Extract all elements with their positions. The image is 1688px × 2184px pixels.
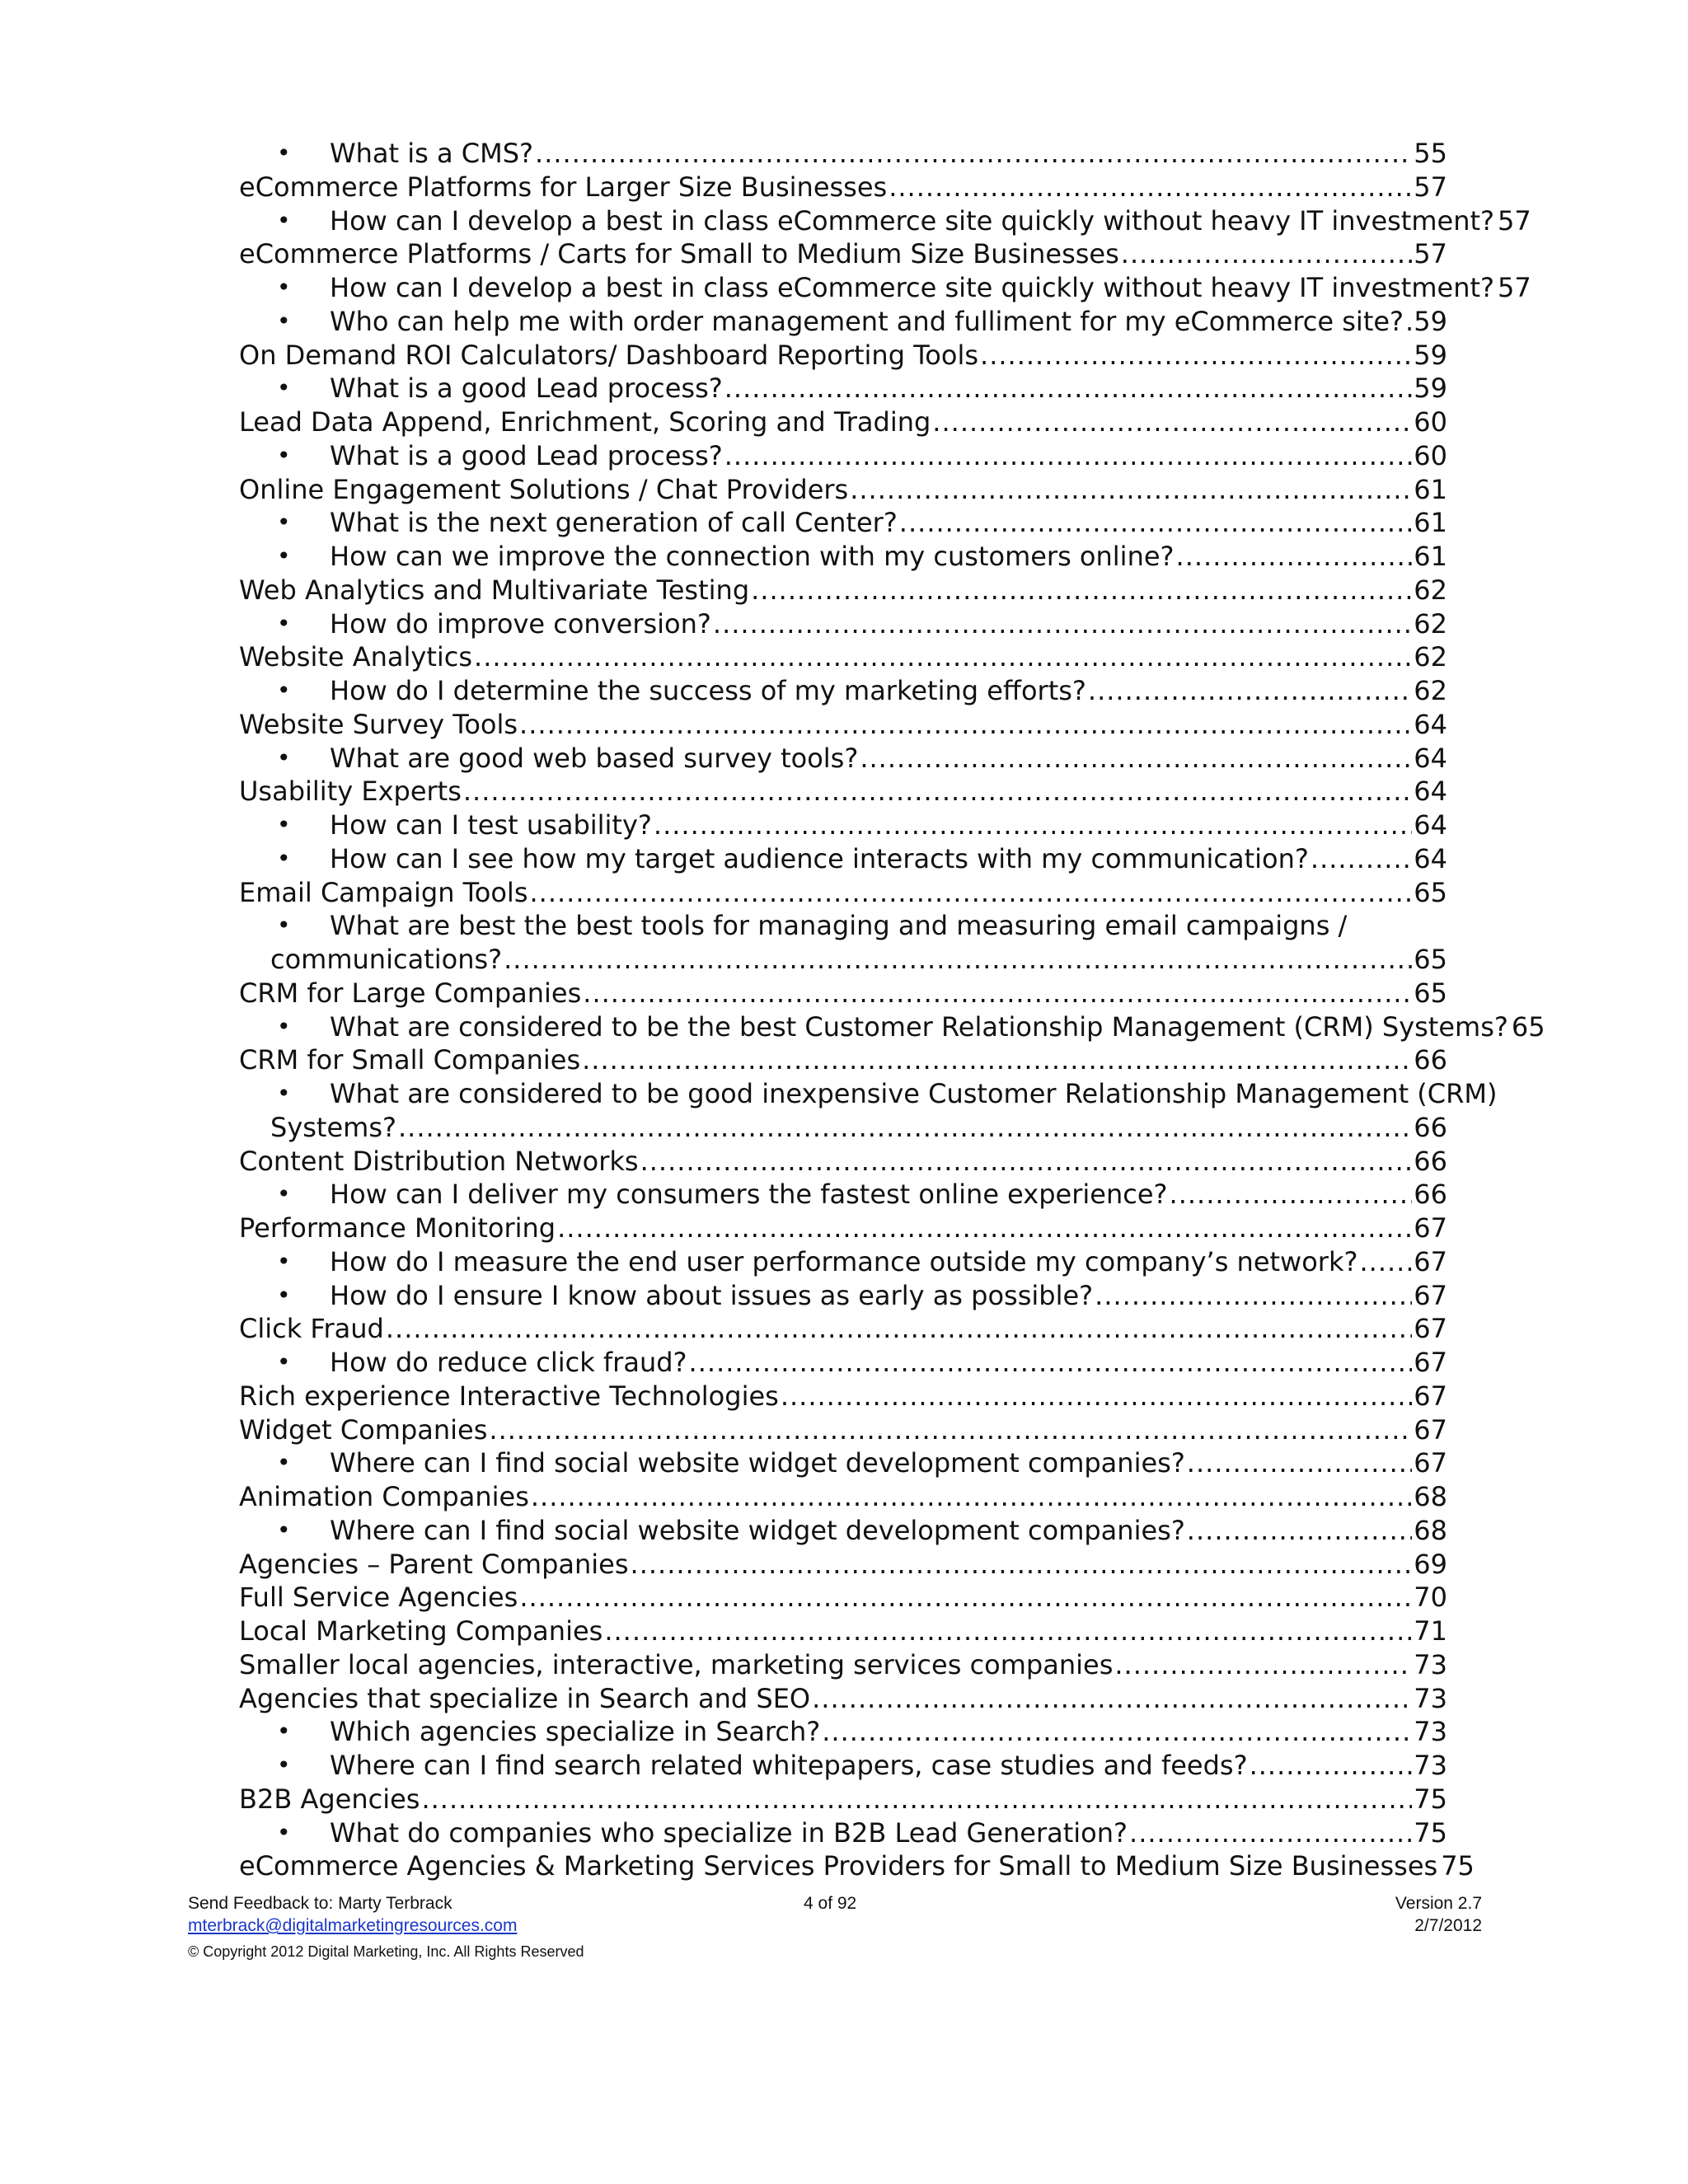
toc-page-number: 59 <box>1414 305 1447 337</box>
toc-question-entry[interactable] <box>239 607 1447 641</box>
toc-question-entry[interactable] <box>239 1446 1447 1480</box>
dot-leader <box>1129 1816 1412 1850</box>
bullet-icon: • <box>277 509 291 537</box>
bullet-icon: • <box>277 206 291 234</box>
toc-page-number: 57 <box>1498 204 1531 237</box>
toc-entry-title-continued: Systems? <box>270 1111 396 1143</box>
toc-page-number: 66 <box>1414 1145 1447 1177</box>
bullet-icon: • <box>277 307 291 335</box>
toc-entry-title: How can I test usability? <box>330 809 652 841</box>
toc-entry-title: Website Survey Tools <box>239 708 518 740</box>
toc-page-number: 67 <box>1414 1347 1447 1378</box>
toc-entry-title: What do companies who specialize in B2B Lead Generation? <box>330 1816 1128 1849</box>
toc-question-entry[interactable] <box>239 137 1447 171</box>
toc-section-entry[interactable] <box>239 1145 1447 1179</box>
toc-page-number: 73 <box>1414 1716 1447 1748</box>
toc-page-number: 65 <box>1414 876 1447 908</box>
toc-entry-title: What is a CMS? <box>330 138 534 169</box>
bullet-icon: • <box>277 1247 291 1275</box>
toc-section-entry[interactable] <box>239 1783 1447 1816</box>
dot-leader <box>535 137 1412 171</box>
bullet-icon: • <box>277 274 291 301</box>
toc-page-number: 67 <box>1414 1279 1447 1311</box>
toc-page-number: 65 <box>1414 944 1447 975</box>
toc-page-number: 69 <box>1414 1548 1447 1580</box>
toc-page-number: 62 <box>1414 675 1447 706</box>
bullet-icon: • <box>277 1348 291 1376</box>
dot-leader <box>689 1346 1413 1380</box>
toc-page-number: 66 <box>1414 1179 1447 1211</box>
toc-page-number: 65 <box>1414 977 1447 1009</box>
dot-leader <box>724 372 1413 405</box>
dot-leader <box>980 339 1412 373</box>
toc-entry-title: Agencies – Parent Companies <box>239 1548 629 1580</box>
toc-section-entry[interactable] <box>239 171 1447 204</box>
toc-question-entry[interactable] <box>239 1715 1447 1749</box>
toc-page-number: 64 <box>1414 708 1447 740</box>
copyright-notice: © Copyright 2012 Digital Marketing, Inc. All Rights Reserved <box>188 1943 584 1960</box>
toc-page-number: 67 <box>1414 1380 1447 1412</box>
dot-leader <box>1095 1279 1412 1313</box>
dot-leader <box>557 1212 1412 1245</box>
toc-question-entry[interactable] <box>239 204 1531 238</box>
toc-page-number: 60 <box>1414 439 1447 471</box>
bullet-icon: • <box>277 811 291 838</box>
dot-leader <box>474 640 1412 674</box>
toc-page-number: 61 <box>1414 507 1447 539</box>
toc-entry-title: Click Fraud <box>239 1313 384 1345</box>
toc-entry-title: Web Analytics and Multivariate Testing <box>239 574 750 606</box>
bullet-icon: • <box>277 912 291 940</box>
bullet-icon: • <box>277 374 291 402</box>
toc-page-number: 66 <box>1414 1111 1447 1143</box>
toc-question-entry[interactable] <box>239 1077 1498 1145</box>
toc-page-number: 59 <box>1414 339 1447 371</box>
toc-question-entry[interactable] <box>239 271 1531 305</box>
toc-section-entry[interactable] <box>239 1548 1447 1582</box>
bullet-icon: • <box>277 609 291 637</box>
bullet-icon: • <box>277 1281 291 1309</box>
toc-section-entry[interactable] <box>239 237 1447 271</box>
dot-leader <box>899 506 1412 540</box>
dot-leader <box>640 1145 1413 1179</box>
toc-entry-title: Animation Companies <box>239 1481 529 1512</box>
bullet-icon: • <box>277 677 291 704</box>
toc-page-number: 65 <box>1511 1010 1545 1043</box>
toc-entry-title: How can I develop a best in class eCommerce site quickly without heavy IT investment? <box>330 272 1495 303</box>
toc-entry-title: B2B Agencies <box>239 1783 420 1815</box>
toc-page-number: 67 <box>1414 1447 1447 1479</box>
toc-entry-title: Rich experience Interactive Technologies <box>239 1380 779 1412</box>
dot-leader <box>713 607 1412 641</box>
toc-entry-title: Content Distribution Networks <box>239 1145 639 1177</box>
dot-leader <box>850 473 1412 507</box>
dot-leader <box>519 1581 1412 1615</box>
toc-question-entry[interactable] <box>239 372 1447 405</box>
toc-section-entry[interactable] <box>239 1380 1447 1413</box>
toc-question-entry[interactable] <box>239 808 1447 842</box>
toc-entry-title: How do I determine the success of my marketing efforts? <box>330 675 1086 706</box>
toc-page-number: 62 <box>1414 607 1447 640</box>
toc-page-number: 64 <box>1414 809 1447 841</box>
toc-page-number: 61 <box>1414 473 1447 505</box>
toc-entry-title: How can I develop a best in class eCommerce site quickly without heavy IT investment? <box>330 204 1495 237</box>
toc-section-entry[interactable] <box>239 574 1447 607</box>
toc-section-entry[interactable] <box>239 1849 1475 1883</box>
toc-entry-title: Smaller local agencies, interactive, marketing services companies <box>239 1648 1114 1680</box>
toc-entry-title: Where can I find social website widget development companies? <box>330 1514 1185 1546</box>
toc-entry-title: What is the next generation of call Center? <box>330 507 898 539</box>
toc-page-number: 59 <box>1414 373 1447 405</box>
toc-section-entry[interactable] <box>239 1480 1447 1514</box>
toc-question-entry[interactable] <box>239 439 1447 473</box>
dot-leader <box>529 876 1412 910</box>
toc-section-entry[interactable] <box>239 1648 1447 1682</box>
toc-section-entry[interactable] <box>239 1212 1447 1245</box>
toc-question-entry[interactable] <box>239 1245 1447 1279</box>
toc-entry-title: What is a good Lead process? <box>330 373 723 405</box>
bullet-icon: • <box>277 441 291 469</box>
toc-page-number: 55 <box>1414 138 1447 169</box>
toc-section-entry[interactable] <box>239 775 1447 808</box>
bullet-icon: • <box>277 743 291 771</box>
toc-page-number: 73 <box>1414 1682 1447 1714</box>
toc-section-entry[interactable] <box>239 1682 1447 1716</box>
toc-page-number: 67 <box>1414 1245 1447 1277</box>
toc-entry-title: Full Service Agencies <box>239 1582 518 1614</box>
toc-section-entry[interactable] <box>239 1413 1447 1447</box>
dot-leader <box>489 1413 1412 1447</box>
toc-entry-title: How can we improve the connection with my customers online? <box>330 541 1175 572</box>
toc-entry-title: How can I deliver my consumers the fastest online experience? <box>330 1179 1168 1211</box>
toc-section-entry[interactable] <box>239 1615 1447 1648</box>
dot-leader <box>519 708 1412 742</box>
toc-page-number: 64 <box>1414 842 1447 874</box>
toc-entry-title: How do reduce click fraud? <box>330 1347 687 1378</box>
toc-question-entry[interactable] <box>239 742 1447 776</box>
toc-question-entry[interactable] <box>239 1279 1447 1313</box>
dot-leader <box>1121 237 1413 271</box>
dot-leader <box>1170 1178 1413 1212</box>
toc-section-entry[interactable] <box>239 339 1447 373</box>
toc-page-number: 57 <box>1414 171 1447 203</box>
toc-section-entry[interactable] <box>239 876 1447 910</box>
bullet-icon: • <box>277 1080 291 1107</box>
toc-entry-title: What is a good Lead process? <box>330 439 723 471</box>
bullet-icon: • <box>277 1751 291 1779</box>
toc-question-entry[interactable] <box>239 506 1447 540</box>
toc-section-entry[interactable] <box>239 1581 1447 1615</box>
dot-leader <box>386 1312 1412 1346</box>
toc-page-number: 66 <box>1414 1044 1447 1076</box>
feedback-email-link[interactable]: mterbrack@digitalmarketingresources.com <box>188 1916 518 1935</box>
toc-entry-title: How can I see how my target audience interacts with my communication? <box>330 842 1309 874</box>
dot-leader <box>421 1783 1412 1816</box>
toc-page-number: 67 <box>1414 1313 1447 1345</box>
toc-question-entry[interactable] <box>239 1749 1447 1783</box>
dot-leader <box>1114 1648 1412 1682</box>
toc-entry-title: Performance Monitoring <box>239 1212 556 1244</box>
toc-section-entry[interactable] <box>239 708 1447 742</box>
bullet-icon: • <box>277 1012 291 1040</box>
bullet-icon: • <box>277 542 291 569</box>
toc-question-entry[interactable] <box>239 842 1447 876</box>
toc-question-entry[interactable] <box>239 1010 1545 1044</box>
toc-entry-title: Email Campaign Tools <box>239 876 528 908</box>
toc-page-number: 62 <box>1414 574 1447 606</box>
toc-page-number: 68 <box>1414 1514 1447 1546</box>
toc-question-entry[interactable] <box>239 305 1447 339</box>
toc-entry-title-continued: communications? <box>270 944 503 975</box>
toc-entry-title: Widget Companies <box>239 1413 488 1446</box>
dot-leader <box>781 1380 1412 1413</box>
dot-leader <box>604 1615 1412 1648</box>
bullet-icon: • <box>277 1818 291 1846</box>
toc-entry-title: How do I measure the end user performance outside my company’s network? <box>330 1245 1358 1277</box>
dot-leader <box>1405 305 1412 339</box>
dot-leader <box>1311 842 1412 876</box>
dot-leader <box>822 1715 1412 1749</box>
toc-entry-title: Online Engagement Solutions / Chat Providers <box>239 473 849 505</box>
table-of-contents <box>239 137 1545 1883</box>
dot-leader <box>504 943 1412 977</box>
toc-section-entry[interactable] <box>239 473 1447 507</box>
dot-leader <box>751 574 1412 607</box>
toc-page-number: 62 <box>1414 641 1447 673</box>
toc-page-number: 75 <box>1414 1816 1447 1849</box>
dot-leader <box>398 1111 1412 1145</box>
toc-entry-title: How do improve conversion? <box>330 607 711 640</box>
bullet-icon: • <box>277 1180 291 1208</box>
dot-leader <box>889 171 1412 204</box>
dot-leader <box>1250 1749 1413 1783</box>
toc-page-number: 68 <box>1414 1481 1447 1512</box>
dot-leader <box>860 742 1412 776</box>
dot-leader <box>1088 674 1412 708</box>
toc-section-entry[interactable] <box>239 977 1447 1010</box>
toc-entry-title: Which agencies specialize in Search? <box>330 1716 821 1748</box>
toc-entry-title: Agencies that specialize in Search and SEO <box>239 1682 811 1714</box>
toc-page-number: 64 <box>1414 742 1447 774</box>
dot-leader <box>631 1548 1413 1582</box>
toc-section-entry[interactable] <box>239 1043 1447 1077</box>
toc-page-number: 71 <box>1414 1615 1447 1647</box>
dot-leader <box>531 1480 1412 1514</box>
toc-entry-title: On Demand ROI Calculators/ Dashboard Reporting Tools <box>239 339 979 371</box>
dot-leader <box>583 977 1412 1010</box>
toc-entry-title: Lead Data Append, Enrichment, Scoring and Trading <box>239 406 931 438</box>
toc-page-number: 57 <box>1414 238 1447 270</box>
toc-entry-title: eCommerce Platforms / Carts for Small to Medium Size Businesses <box>239 238 1119 270</box>
toc-entry-title: CRM for Large Companies <box>239 977 582 1009</box>
version-label: Version 2.7 <box>1395 1894 1482 1913</box>
toc-page-number: 67 <box>1414 1212 1447 1244</box>
date-label: 2/7/2012 <box>1414 1916 1482 1935</box>
bullet-icon: • <box>277 139 291 166</box>
toc-entry-title: Where can I find search related whitepapers, case studies and feeds? <box>330 1750 1248 1781</box>
bullet-icon: • <box>277 1449 291 1477</box>
dot-leader <box>1359 1245 1412 1279</box>
toc-entry-title: Usability Experts <box>239 776 462 808</box>
bullet-icon: • <box>277 1516 291 1544</box>
toc-question-entry[interactable] <box>239 1816 1447 1850</box>
toc-page-number: 57 <box>1498 272 1531 303</box>
toc-entry-title: eCommerce Platforms for Larger Size Businesses <box>239 171 888 203</box>
dot-leader <box>1187 1514 1412 1548</box>
toc-entry-title: What are considered to be good inexpensive Customer Relationship Management (CRM) <box>330 1078 1498 1109</box>
toc-page-number: 70 <box>1414 1582 1447 1614</box>
toc-section-entry[interactable] <box>239 1312 1447 1346</box>
dot-leader <box>1176 540 1413 574</box>
dot-leader <box>932 405 1412 439</box>
bullet-icon: • <box>277 1718 291 1746</box>
toc-question-entry[interactable] <box>239 1346 1447 1380</box>
toc-entry-title: Who can help me with order management and fulliment for my eCommerce site? <box>330 305 1404 337</box>
toc-entry-title: CRM for Small Companies <box>239 1044 581 1076</box>
toc-entry-title: How do I ensure I know about issues as early as possible? <box>330 1279 1094 1311</box>
bullet-icon: • <box>277 844 291 872</box>
dot-leader <box>812 1682 1412 1716</box>
dot-leader <box>654 808 1412 842</box>
toc-entry-title: What are good web based survey tools? <box>330 742 859 774</box>
toc-entry-title: Website Analytics <box>239 641 473 673</box>
toc-question-entry[interactable] <box>239 909 1447 977</box>
dot-leader <box>724 439 1413 473</box>
toc-question-entry[interactable] <box>239 674 1447 708</box>
toc-section-entry[interactable] <box>239 640 1447 674</box>
toc-page-number: 75 <box>1441 1850 1475 1882</box>
toc-page-number: 73 <box>1414 1750 1447 1781</box>
page-indicator: 4 of 92 <box>804 1894 857 1913</box>
dot-leader <box>1187 1446 1412 1480</box>
toc-page-number: 75 <box>1414 1783 1447 1815</box>
toc-question-entry[interactable] <box>239 1514 1447 1548</box>
toc-entry-title: Where can I find social website widget development companies? <box>330 1447 1185 1479</box>
toc-page-number: 64 <box>1414 776 1447 808</box>
toc-entry-title: Local Marketing Companies <box>239 1615 603 1647</box>
toc-page-number: 67 <box>1414 1413 1447 1446</box>
toc-entry-title: What are best the best tools for managing and measuring email campaigns / <box>330 910 1348 942</box>
feedback-label: Send Feedback to: Marty Terbrack <box>188 1894 452 1913</box>
toc-entry-title: What are considered to be the best Customer Relationship Management (CRM) Systems? <box>330 1010 1508 1043</box>
toc-question-entry[interactable] <box>239 1178 1447 1212</box>
toc-section-entry[interactable] <box>239 405 1447 439</box>
toc-page-number: 61 <box>1414 541 1447 572</box>
toc-page-number: 73 <box>1414 1648 1447 1680</box>
dot-leader <box>463 775 1412 808</box>
toc-page-number: 60 <box>1414 406 1447 438</box>
toc-question-entry[interactable] <box>239 540 1447 574</box>
dot-leader <box>582 1043 1412 1077</box>
toc-entry-title: eCommerce Agencies & Marketing Services Providers for Small to Medium Size Businesses <box>239 1850 1438 1882</box>
